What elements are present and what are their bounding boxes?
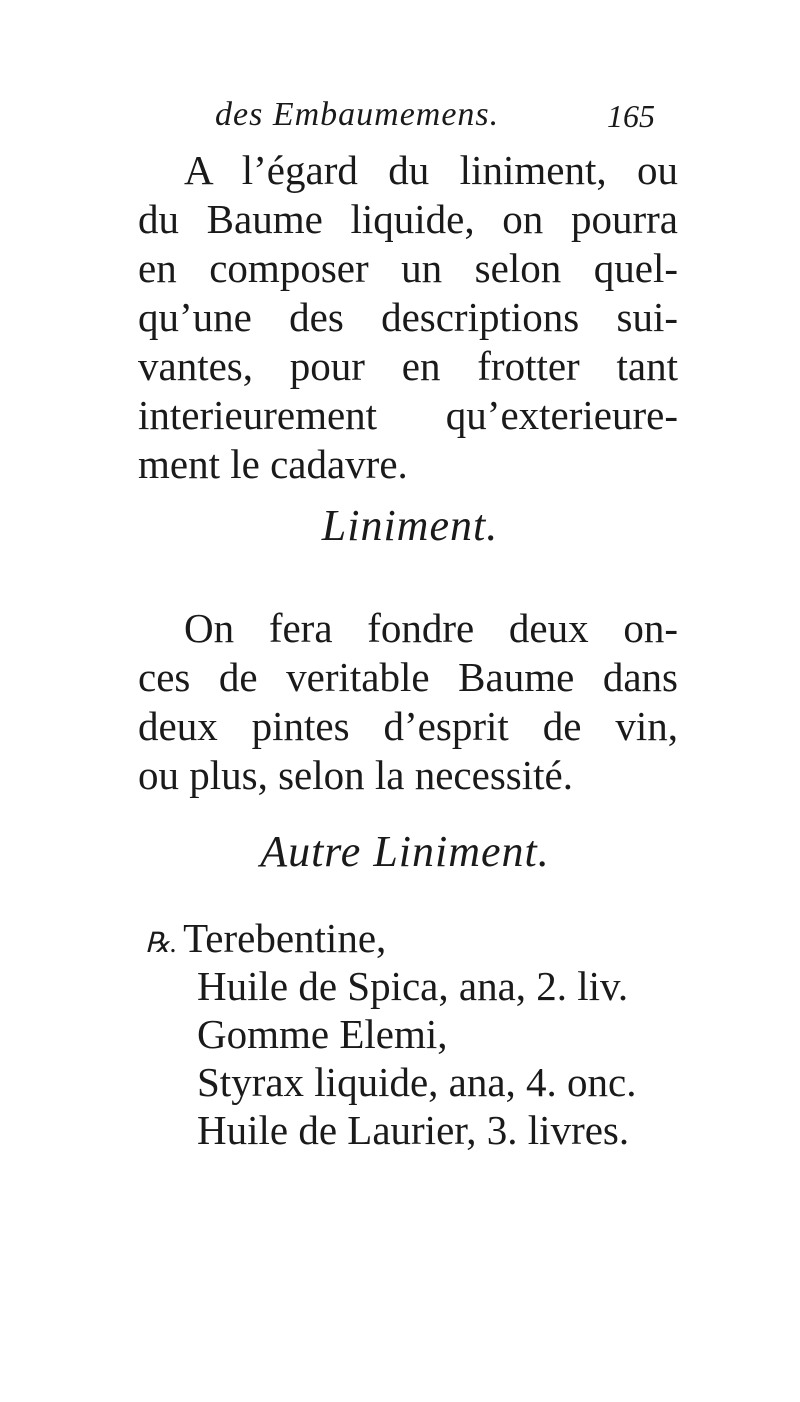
text-line: ou plus, selon la necessité. [138,752,573,798]
recipe-first-line [145,914,685,962]
text-line: interieurement qu’exterieure- [138,392,678,438]
text-line: vantes, pour en frotter tant [138,343,678,389]
running-head [215,96,655,146]
recipe-item: Terebentine, [183,915,387,961]
text-line: ces de veritable Baume dans [138,654,678,700]
recipe-list [145,914,685,1154]
text-line: en composer un selon quel- [138,245,678,291]
recipe-symbol: ℞. [145,928,178,959]
text-line: qu’une des descriptions sui- [138,294,678,340]
text-line: ment le cadavre. [138,441,408,487]
text-line: du Baume liquide, on pourra [138,196,678,242]
recipe-item: Gomme Elemi, [197,1011,448,1057]
running-title: des Embaumemens. [215,96,500,133]
recipe-item: Huile de Laurier, 3. livres. [197,1107,630,1153]
text-line: deux pintes d’esprit de vin, [138,703,678,749]
page-number: 165 [607,98,655,134]
section-heading-autre-liniment: Autre Liniment. [260,827,550,876]
recipe-item: Huile de Spica, ana, 2. liv. [197,963,629,1009]
recipe-item: Styrax liquide, ana, 4. onc. [197,1059,637,1105]
section-heading-liniment: Liniment. [321,501,499,550]
paragraph-liniment-recipe [138,604,678,800]
text-line: A l’égard du liniment, ou [184,147,678,193]
text-line: On fera fondre deux on- [184,605,678,651]
paragraph-liniment-intro [138,146,678,489]
